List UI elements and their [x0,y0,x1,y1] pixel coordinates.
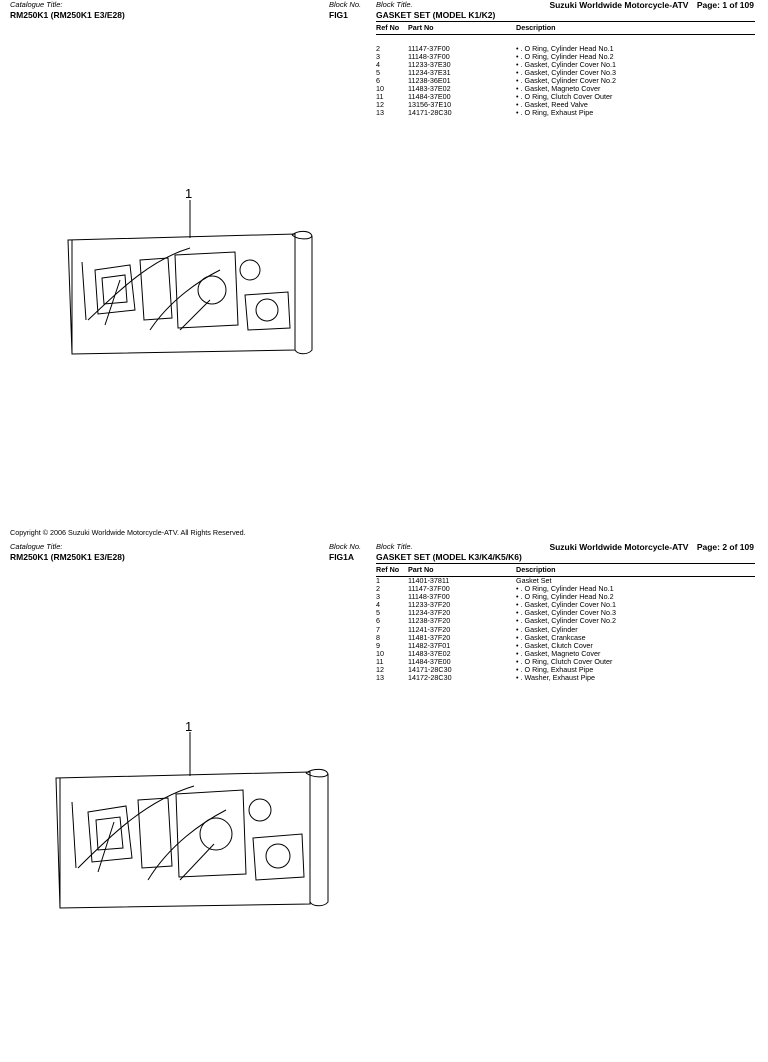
col-ref-no: Ref No [376,564,408,577]
parts-table [376,563,755,682]
part-no: 11482-37F01 [408,640,451,650]
part-no: 11401-37811 [408,576,450,585]
gasket-set-illustration [48,732,333,912]
ref-no: 12 [376,665,384,675]
gasket-set-illustration [60,200,320,360]
description: • . O Ring, Exhaust Pipe [516,665,594,675]
part-no: 11147-37F00 [408,584,450,594]
ref-no: 13 [376,673,384,683]
part-no: 11148-37F00 [408,51,450,61]
description: • . Gasket, Clutch Cover [516,640,593,650]
part-no: 13156-37E10 [408,100,452,110]
page-header-right [510,542,754,552]
description: • . Gasket, Cylinder Cover No.1 [516,59,616,69]
block-title: GASKET SET (MODEL K1/K2) [376,10,496,20]
description: • . O Ring, Cylinder Head No.1 [516,584,614,594]
description: • . Washer, Exhaust Pipe [516,673,595,683]
part-no: 11233-37E30 [408,59,451,69]
description [516,35,755,45]
table-header-row [376,564,755,577]
copyright-text: Copyright © 2006 Suzuki Worldwide Motorcycle-ATV. All Rights Reserved. [10,528,246,537]
ref-no: 13 [376,108,384,118]
part-no: 11484-37E00 [408,656,451,666]
part-no: 11483-37E02 [408,648,451,658]
col-part-no: Part No [408,22,516,35]
ref-no: 4 [376,600,380,610]
ref-no: 2 [376,43,380,53]
description: • . Gasket, Reed Valve [516,100,588,110]
part-no: 11241-37F20 [408,624,451,634]
part-no: 11483-37E02 [408,83,451,93]
table-header-row [376,22,755,35]
description: • . O Ring, Clutch Cover Outer [516,92,613,102]
col-ref-no: Ref No [376,22,408,35]
figure-ref-number: 1 [185,186,193,201]
ref-no: 9 [376,640,380,650]
brand-name: Suzuki Worldwide Motorcycle-ATV [549,0,689,10]
ref-no: 3 [376,51,380,61]
part-no: 11238-37F20 [408,616,451,626]
catalogue-title-label: Catalogue Title: [10,542,63,551]
description: • . Gasket, Cylinder Cover No.2 [516,616,616,626]
figure-ref-number: 1 [185,719,193,734]
ref-no: 6 [376,75,380,85]
ref-no: 3 [376,592,380,602]
description: • . Gasket, Magneto Cover [516,648,601,658]
ref-no: 5 [376,608,380,618]
col-description: Description [516,564,755,577]
block-no: FIG1 [329,10,348,20]
block-no: FIG1A [329,552,355,562]
ref-no: 10 [376,83,384,93]
table-row [376,35,755,45]
part-no: 11148-37F00 [408,592,450,602]
catalogue-page-1 [0,0,768,520]
part-no: 11233-37F20 [408,600,451,610]
part-no: 11234-37F20 [408,608,451,618]
part-no: 14171-28C30 [408,665,452,675]
part-no: 11481-37F20 [408,632,451,642]
description: • . O Ring, Cylinder Head No.2 [516,592,614,602]
ref-no: 6 [376,616,380,626]
ref-no: 11 [376,92,384,102]
block-title: GASKET SET (MODEL K3/K4/K5/K6) [376,552,522,562]
ref-no: 5 [376,67,380,77]
description: • . Gasket, Magneto Cover [516,83,601,93]
ref-no: 7 [376,624,380,634]
ref-no: 12 [376,100,384,110]
block-no-label: Block No. [329,542,362,551]
ref-no [376,35,408,45]
part-no: 14172-28C30 [408,673,452,683]
block-title-label: Block Title. [376,0,413,9]
ref-no: 2 [376,584,380,594]
col-description: Description [516,22,755,35]
description: Gasket Set [516,576,552,585]
description: • . Gasket, Cylinder [516,624,578,634]
ref-no: 11 [376,656,384,666]
catalogue-title: RM250K1 (RM250K1 E3/E28) [10,552,125,562]
ref-no: 8 [376,632,380,642]
part-no [408,35,516,45]
page-header-right [510,0,754,10]
description: • . Gasket, Cylinder Cover No.2 [516,75,616,85]
page-indicator: Page: 2 of 109 [696,542,754,552]
ref-no: 10 [376,648,384,658]
description: • . Gasket, Crankcase [516,632,586,642]
catalogue-title-label: Catalogue Title: [10,0,63,9]
part-no: 11238-36E01 [408,75,451,85]
brand-name: Suzuki Worldwide Motorcycle-ATV [549,542,689,552]
block-no-label: Block No. [329,0,362,9]
parts-table [376,21,755,117]
col-part-no: Part No [408,564,516,577]
part-no: 11234-37E31 [408,67,451,77]
page-indicator: Page: 1 of 109 [696,0,754,10]
ref-no: 1 [376,576,380,585]
block-title-label: Block Title. [376,542,413,551]
ref-no: 4 [376,59,380,69]
catalogue-page-2 [0,542,768,1062]
description: • . O Ring, Cylinder Head No.2 [516,51,614,61]
table-row [376,674,755,682]
part-no: 14171-28C30 [408,108,452,118]
description: • . Gasket, Cylinder Cover No.1 [516,600,616,610]
table-row [376,109,755,117]
description: • . O Ring, Exhaust Pipe [516,108,594,118]
part-no: 11484-37E00 [408,92,451,102]
description: • . Gasket, Cylinder Cover No.3 [516,608,616,618]
description: • . O Ring, Cylinder Head No.1 [516,43,614,53]
catalogue-title: RM250K1 (RM250K1 E3/E28) [10,10,125,20]
description: • . O Ring, Clutch Cover Outer [516,656,613,666]
description: • . Gasket, Cylinder Cover No.3 [516,67,616,77]
part-no: 11147-37F00 [408,43,450,53]
